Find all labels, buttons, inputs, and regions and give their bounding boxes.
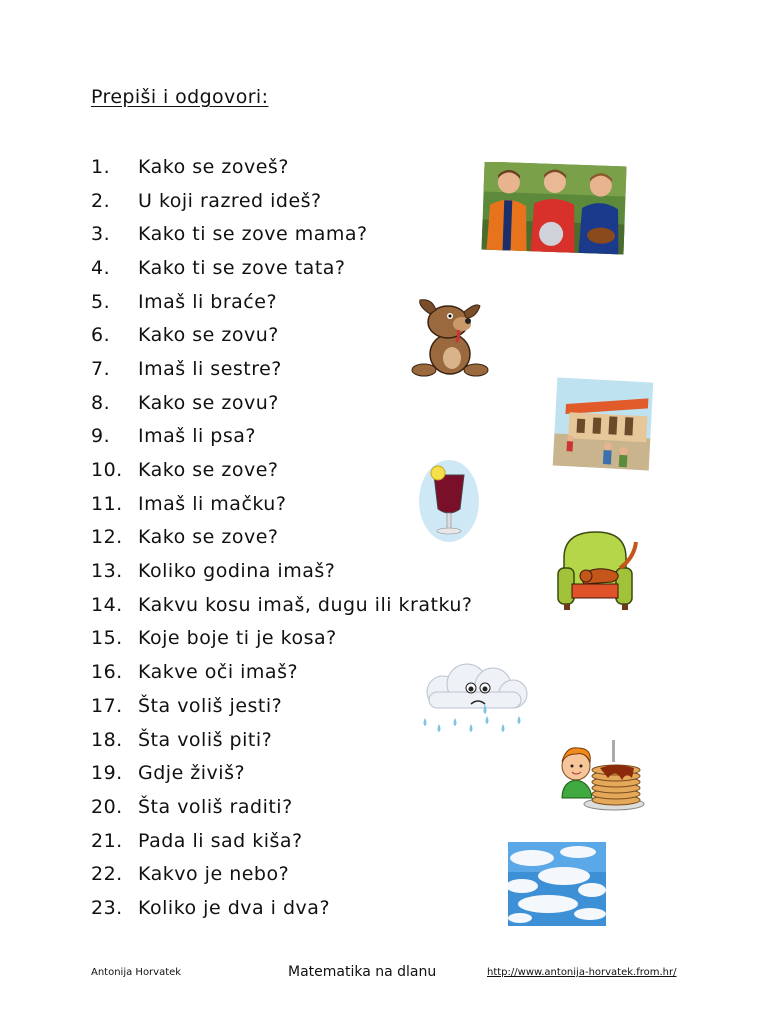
question-text: Kakvu kosu imaš, dugu ili kratku? (138, 593, 473, 616)
sky-clouds-picture (508, 842, 606, 926)
question-number: 21. (91, 829, 123, 852)
question-number: 22. (91, 863, 123, 886)
question-number: 2. (91, 189, 111, 212)
question-text: Koliko je dva i dva? (138, 896, 331, 919)
question-text: Gdje živiš? (138, 762, 246, 785)
dog-icon (410, 296, 490, 382)
question-number: 12. (91, 526, 123, 549)
question-list (91, 150, 473, 925)
question-number: 4. (91, 256, 111, 279)
question-number: 3. (91, 223, 111, 246)
list-item (91, 521, 473, 555)
question-number: 23. (91, 896, 123, 919)
question-text: Kakve oči imaš? (138, 661, 299, 684)
question-text: Imaš li sestre? (138, 357, 282, 380)
question-text: Kako ti se zove tata? (138, 256, 346, 279)
question-number: 17. (91, 694, 123, 717)
school-picture (551, 376, 655, 473)
question-text: Kako se zovu? (138, 324, 279, 347)
list-item (91, 217, 473, 251)
question-number: 20. (91, 795, 123, 818)
question-text: Imaš li mačku? (138, 492, 287, 515)
pancakes-icon (556, 738, 646, 814)
question-number: 19. (91, 762, 123, 785)
question-text: Pada li sad kiša? (138, 829, 303, 852)
page-title: Prepiši i odgovori: (91, 86, 269, 108)
question-text: Kako se zovu? (138, 391, 279, 414)
rain-cloud-icon (415, 662, 533, 738)
question-text: Imaš li psa? (138, 425, 256, 448)
question-number: 13. (91, 560, 123, 583)
drink-glass-icon (418, 459, 480, 543)
list-item (91, 420, 473, 454)
question-text: Šta voliš raditi? (138, 795, 293, 818)
question-text: Imaš li braće? (138, 290, 278, 313)
question-text: Šta voliš jesti? (138, 694, 283, 717)
question-number: 10. (91, 459, 123, 482)
question-text: Koliko godina imaš? (138, 560, 336, 583)
question-number: 18. (91, 728, 123, 751)
footer-author: Antonija Horvatek (91, 967, 182, 978)
list-item (91, 554, 473, 588)
list-item (91, 824, 473, 858)
question-number: 11. (91, 492, 123, 515)
footer-title: Matematika na dlanu (288, 964, 437, 980)
list-item (91, 588, 473, 622)
question-text: Šta voliš piti? (138, 728, 273, 751)
question-number: 15. (91, 627, 123, 650)
question-text: Kako se zove? (138, 526, 279, 549)
list-item (91, 453, 473, 487)
question-number: 6. (91, 324, 111, 347)
question-number: 16. (91, 661, 123, 684)
question-number: 7. (91, 357, 111, 380)
list-item (91, 386, 473, 420)
question-number: 14. (91, 593, 123, 616)
question-text: Kako ti se zove mama? (138, 223, 368, 246)
question-number: 8. (91, 391, 111, 414)
question-number: 9. (91, 425, 111, 448)
list-item (91, 487, 473, 521)
footer-link[interactable]: http://www.antonija-horvatek.from.hr/ (487, 967, 677, 978)
question-number: 1. (91, 155, 111, 178)
list-item (91, 857, 473, 891)
list-item (91, 790, 473, 824)
boys-photo (480, 162, 628, 256)
list-item (91, 251, 473, 285)
list-item (91, 756, 473, 790)
question-text: Kako se zoveš? (138, 155, 289, 178)
list-item (91, 622, 473, 656)
question-text: Koje boje ti je kosa? (138, 627, 337, 650)
question-text: U koji razred ideš? (138, 189, 322, 212)
question-text: Kakvo je nebo? (138, 863, 290, 886)
cat-armchair-icon (556, 528, 644, 612)
list-item (91, 150, 473, 184)
list-item (91, 184, 473, 218)
question-number: 5. (91, 290, 111, 313)
question-text: Kako se zove? (138, 459, 279, 482)
list-item (91, 891, 473, 925)
